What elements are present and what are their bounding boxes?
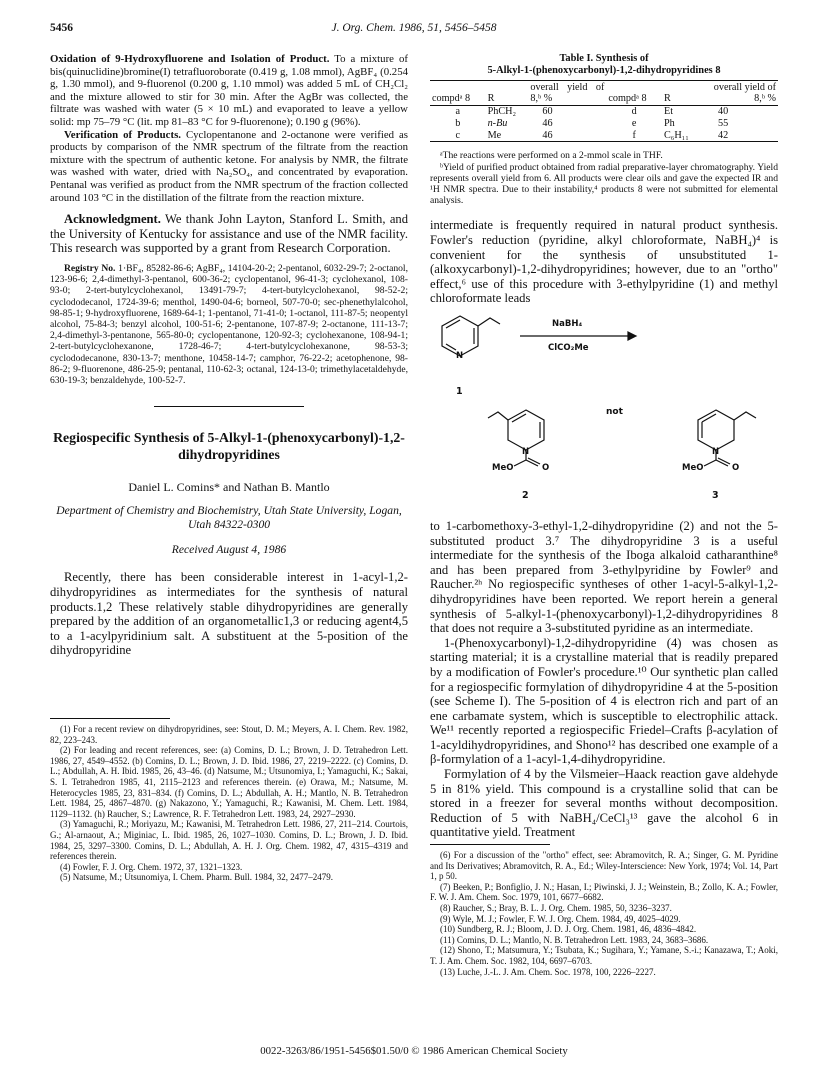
acknowledgment-heading: Acknowledgment. <box>64 212 161 227</box>
verification-paragraph <box>50 129 408 205</box>
right-paragraph-1: intermediate is frequently required in natural product synthesis. Fowler's reduction (pyridine, alkyl chloroformate, NaBH₄)⁴ is convenient for the synthesis of unsubstituted 1-(alkoxycarbonyl)-1,2-dihydropyridines; however, due to an "ortho" effect,⁶ use of this procedure with 3-ethylpyridine (1) and methyl chloroformate leads <box>430 218 778 306</box>
meo-label-2: MeO <box>492 462 514 473</box>
table-cell: Me <box>486 130 529 142</box>
arrow-head <box>628 332 636 340</box>
table-cell: 42 <box>700 130 778 142</box>
page-number: 5456 <box>50 22 73 34</box>
footnotes-right <box>430 844 778 977</box>
table-row <box>430 130 778 142</box>
left-column <box>50 53 408 658</box>
registry-heading: Registry No. <box>64 262 116 274</box>
table-cell: f <box>606 130 662 142</box>
table-cell: e <box>631 117 637 129</box>
table-header-r: R <box>662 81 700 106</box>
registry-paragraph <box>50 263 408 386</box>
pyridine-1-structure <box>442 316 500 356</box>
footnote: (2) For leading and recent references, see: (a) Comins, D. L.; Brown, J. D. Tetrahedron Lett. 1986, 27, 4549–4552. (b) Comins, D. L.; Brown, J. D. Ibid. 1986, 27, 2219–2222. (c) Comins, D. L.; Abdullah, A. H. Ibid. 1985, 26, 43–46. (d) Natsume, M.; Utsunomiya, I.; Yamaguchi, K.; Sakai, S. I. Tetrahedron 1985, 41, 2115–2123 and references therein. (e) Orawa, M.; Natsume, M. Heterocycles 1985, 23, 831–834. (f) Comins, D. L.; Abdullah, A. H.; Mantlo, N. B. Tetrahedron Lett. 1984, 25, 4867–4870. (g) Nakazono, Y.; Yamaguchi, R.; Kawanisi, M. Chem. Lett. 1984, 1129–1132. (h) Raucher, S.; Lawrence, R. F. Tetrahedron Lett. 1983, 24, 2927–2930. <box>50 745 408 819</box>
table-header-compd: compdᵃ 8 <box>430 81 486 106</box>
dihydropyridine-3-structure <box>698 410 756 466</box>
n-atom-3: N <box>712 446 720 457</box>
right-column <box>430 53 778 840</box>
n-atom-1: N <box>456 350 464 361</box>
table-row <box>430 118 778 130</box>
table-cell: 55 <box>718 117 729 129</box>
table-note-a: ᵃThe reactions were performed on a 2-mmol scale in THF. <box>440 150 663 162</box>
table-row <box>430 106 778 118</box>
received-date: Received August 4, 1986 <box>171 542 287 556</box>
compound-label-2: 2 <box>522 489 529 501</box>
oxidation-heading: Oxidation of 9-Hydroxyfluorene and Isolation of Product. <box>50 53 330 65</box>
table-cell: 46 <box>528 130 606 142</box>
reaction-scheme-drawing <box>430 310 778 515</box>
footnote: (7) Beeken, P.; Bonfiglio, J. N.; Hasan, I.; Piwinski, J. J.; Weinstein, B.; Zollo, K. A.; Fowler, F. W. J. Am. Chem. Soc. 1979, 101, 6677–6682. <box>430 881 778 903</box>
article-divider <box>154 406 304 407</box>
reagent-top: NaBH₄ <box>552 318 583 329</box>
table-cell: 60 <box>542 106 553 117</box>
footnote: (11) Comins, D. L.; Mantlo, N. B. Tetrahedron Lett. 1983, 24, 3683–3686. <box>440 934 709 945</box>
compound-label-3: 3 <box>712 489 719 501</box>
o-label-3: O <box>732 462 740 473</box>
table-title <box>430 53 778 77</box>
footnote: (4) Fowler, F. J. Org. Chem. 1972, 37, 1321–1323. <box>60 861 243 872</box>
table-title-line1: Table I. Synthesis of <box>559 53 649 64</box>
yield-table <box>430 80 778 142</box>
article-title: Regiospecific Synthesis of 5-Alkyl-1-(phenoxycarbonyl)-1,2-dihydropyridines <box>53 430 405 463</box>
copyright-footer: 0022-3263/86/1951-5456$01.50/0 © 1986 American Chemical Society <box>260 1045 568 1057</box>
footnote: (6) For a discussion of the "ortho" effect, see: Abramovitch, R. A.; Singer, G. M. Pyridine and Its Derivatives; Abramovitch, R. A., Ed.; Wiley-Interscience: New York, 1974; Vol. 14, Part 1, p 50. <box>430 850 778 882</box>
not-label: not <box>606 406 623 417</box>
table-cell: 40 <box>718 106 729 117</box>
reagent-bottom: ClCO₂Me <box>548 342 589 353</box>
meo-label-3: MeO <box>682 462 704 473</box>
o-label-2: O <box>542 462 550 473</box>
table-cell: PhCH₂ <box>487 106 517 117</box>
verification-text: Cyclopentanone and 2-octanone were verified as products by comparison of the NMR spectrum of the filtrate from the reaction mixture with the spectrum of authentic ketone. For analysis by NMR, the filtrate was washed with water, dried with Na₂SO₄, and concentrated by evaporation. Pentanal was verified as product from the NMR spectrum of the fraction collected around 103 °C in the distillation of the filtrate from the reaction mixture. <box>50 128 408 204</box>
footnotes-left <box>50 718 408 883</box>
table-cell: b <box>455 117 461 129</box>
acknowledgment-paragraph <box>50 212 408 256</box>
right-paragraph-4: Formylation of 4 by the Vilsmeier–Haack reaction gave aldehyde 5 in 81% yield. This compound is a crystalline solid that can be stored in a freezer for several months without decomposition. Reduction of 5 with NaBH₄/CeCl₃¹³ gave the alcohol 6 in quantitative yield. Treatment <box>430 767 778 840</box>
reaction-scheme <box>430 310 778 515</box>
footnote-rule <box>50 718 170 719</box>
table-header-compd: compdᵃ 8 <box>606 81 662 106</box>
dihydropyridine-2-structure <box>488 410 544 466</box>
table-header-r: R <box>486 81 529 106</box>
article-authors: Daniel L. Comins* and Nathan B. Mantlo <box>128 480 330 495</box>
footnote: (12) Shono, T.; Matsumura, Y.; Tsubata, K.; Sugihara, Y.; Yamane, S.-i.; Kanazawa, T.; Aoki, T. J. Am. Chem. Soc. 1982, 104, 6697–6703. <box>430 945 778 966</box>
acknowledgment-text: We thank John Layton, Stanford L. Smith, and the University of Kentucky for assistance and use of the NMR facility. This research was supported by a grant from Research Corporation. <box>50 212 408 256</box>
footnote: (8) Raucher, S.; Bray, B. L. J. Org. Chem. 1985, 50, 3236–3237. <box>440 902 672 913</box>
table-cell: Ph <box>663 117 675 129</box>
footnote: (13) Luche, J.-L. J. Am. Chem. Soc. 1978, 100, 2226–2227. <box>440 966 656 977</box>
table-title-line2: 5-Alkyl-1-(phenoxycarbonyl)-1,2-dihydropyridines 8 <box>487 65 721 76</box>
table-cell: n-Bu <box>487 117 508 129</box>
intro-paragraph: Recently, there has been considerable interest in 1-acyl-1,2-dihydropyridines as intermediates for the synthesis of natural products.1,2 These relatively stable dihydropyridines are generally prepared by the addition of an organometallic1,3 or reducing agent4,5 to a 1-acylpyridinium salt. A substituent at the 5-position of the dihydropyridine <box>50 570 408 658</box>
footnote: (10) Sundberg, R. J.; Bloom, J. D. J. Org. Chem. 1981, 46, 4836–4842. <box>440 924 697 935</box>
compound-label-1: 1 <box>456 385 463 397</box>
n-atom-2: N <box>522 446 530 457</box>
table-cell: d <box>631 106 637 117</box>
table-header-yield: overall yield of 8,ᵇ % <box>530 82 605 104</box>
article-affiliation: Department of Chemistry and Biochemistry, Utah State University, Logan, Utah 84322-0300 <box>56 503 402 531</box>
table-cell: 46 <box>542 117 553 129</box>
page-header <box>50 22 778 36</box>
table-cell: c <box>430 130 486 142</box>
footnote: (5) Natsume, M.; Utsunomiya, I. Chem. Pharm. Bull. 1984, 32, 2477–2479. <box>60 872 333 883</box>
oxidation-paragraph <box>50 53 408 129</box>
footnote: (9) Wyle, M. J.; Fowler, F. W. J. Org. Chem. 1984, 49, 4025–4029. <box>440 913 681 924</box>
table-note-b: ᵇYield of purified product obtained from radial preparative-layer chromatography. Yield represents overall yield from 6. All products were clear oils and gave the expected IR and ¹H NMR spectra. Due to their instability,⁴ products 8 were not submitted for elemental analysis. <box>430 161 778 207</box>
footnote: (1) For a recent review on dihydropyridines, see: Stout, D. M.; Meyers, A. I. Chem. Rev. 1982, 82, 223–243. <box>50 724 408 745</box>
table-cell: C₆H₁₁ <box>662 130 700 142</box>
table-cell: a <box>455 106 461 117</box>
right-paragraph-3: 1-(Phenoxycarbonyl)-1,2-dihydropyridine (4) was chosen as starting material; it is a crystalline material that is readily prepared by a modification of Fowler's procedure.¹⁰ Our synthetic plan called for a regiospecific formylation of dihydropyridine 4 at the 5-position (see Scheme I). The 5-position of 4 is electron rich and part of an ene carbamate system, which is susceptible to electrophilic attack. We¹¹ recently reported a regiospecific Friedel–Crafts β-acylation of 1-acyldihydropyridines, and Shono¹² has described one example of a β-formylation of a 1-acyl-1,4-dihydropyridine. <box>430 635 778 767</box>
table-cell: Et <box>663 106 674 117</box>
footnote: (3) Yamaguchi, R.; Moriyazu, M.; Kawanisi, M. Tetrahedron Lett. 1986, 27, 211–214. Courtois, G.; Al-arnaout, A.; Miginiac, L. Ibid. 1985, 26, 1027–1030. Comins, D. L.; Brown, J. D. Ibid. 1984, 25, 3297–3300. Comins, D. L.; Abdullah, A. H. J. Org. Chem. 1982, 47, 4315–4319 and references therein. <box>50 819 408 862</box>
table-notes <box>430 150 778 206</box>
table-header-yield: overall yield of 8,ᵇ % <box>700 81 778 106</box>
right-paragraph-2: to 1-carbomethoxy-3-ethyl-1,2-dihydropyridine (2) and not the 5-substituted product 3.⁷ The dihydropyridine 3 is a useful intermediate for the synthesis of the Iboga alkaloid catharanthine⁸ and has been prepared from 3-ethylpyridine by Fowler⁹ and Raucher.²ʰ No regiospecific syntheses of other 1-acyl-5-alkyl-1,2-dihydropyridines have been reported. We report herein a general synthesis of 5-alkyl-1-(phenoxycarbonyl)-1,2-dihydropyridines 8 that does not require a 3-substituted pyridine as an intermediate. <box>430 518 778 636</box>
journal-citation: J. Org. Chem. 1986, 51, 5456–5458 <box>331 22 497 34</box>
footnote-rule <box>430 844 550 845</box>
oxidation-text: To a mixture of bis(quinuclidine)bromine(I) tetrafluoroborate (0.419 g, 1.08 mmol), AgBF₄ (0.254 g, 1.30 mmol), and 9-fluorenol (0.200 g, 1.10 mmol) was added 5 mL of CH₂Cl₂ and the mixture allowed to stir for 30 min. After the AgBr was collected, the filtrate was washed with water (5 × 10 mL) and evaporated to leave a yellow solid: mp 75–79 °C (lit. mp 81–83 °C for 9-fluorenone); 0.190 g (96%). <box>50 53 408 128</box>
registry-text: 1·BF₄, 85282-86-6; AgBF₄, 14104-20-2; 2-pentanol, 6032-29-7; 2-octanol, 123-96-6; 2,4-dimethyl-3-pentanol, 600-36-2; cyclopentanol, 96-41-3; cyclohexanol, 108-93-0; 2-tert-butylcyclohexanol, 13491-79-7; 4-tert-butylcyclohexanol, 98-52-2; cyclododecanol, 1724-39-6; menthol, 1490-04-6; borneol, 507-70-0; sec-phenethylalcohol, 98-85-1; 9-hydroxyfluorene, 1689-64-1; 1-pentanol, 71-41-0; 1-octanol, 111-87-5; neopentyl alcohol, 75-84-3; benzyl alcohol, 100-51-6; 2-pentanone, 107-87-9; 2-octanone, 111-13-7; 2,4-dimethyl-3-pentanone, 565-80-0; cyclopentanone, 120-92-3; cyclohexanone, 108-94-1; 2-tert-butylcyclohexanone, 1728-46-7; 4-tert-butylcyclohexanone, 98-53-3; cyclododecanone, 830-13-7; menthone, 10458-14-7; camphor, 76-22-2; acetophenone, 98-86-2; 9-fluorenone, 486-25-9; pentanal, 110-62-3; octanal, 124-13-0; trimethylacetaldehyde, 630-19-3; benzaldehyde, 100-52-7. <box>50 262 408 386</box>
verification-heading: Verification of Products. <box>64 128 181 141</box>
